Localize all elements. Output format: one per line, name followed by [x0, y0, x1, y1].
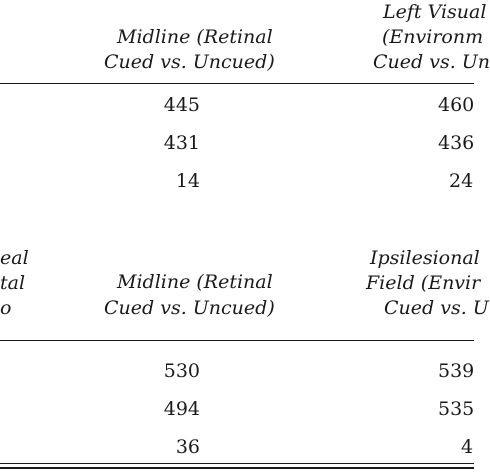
- bottom-right-header-line-2: Field (Envir: [366, 272, 481, 294]
- top-row-1-right: 460: [438, 94, 475, 116]
- bottom-left-header-line-2: tal: [0, 272, 26, 294]
- top-right-header-line-3: Cued vs. Un: [373, 51, 490, 73]
- bottom-midline-header-line-1: Midline (Retinal: [117, 271, 273, 293]
- top-midline-header-line-2: Cued vs. Uncued): [104, 51, 275, 73]
- bottom-right-header-line-3: Cued vs. U: [384, 297, 489, 319]
- bottom-row-1-midline: 530: [163, 360, 200, 382]
- bottom-row-2-midline: 494: [163, 398, 200, 420]
- top-row-1-midline: 445: [163, 94, 200, 116]
- top-midline-header-line-1: Midline (Retinal: [117, 26, 273, 48]
- bottom-right-header-line-1: Ipsilesional: [370, 247, 480, 269]
- bottom-row-3-midline: 36: [175, 436, 200, 458]
- bottom-left-header-line-3: o: [0, 297, 12, 319]
- table-bottom-rule-lower: [0, 467, 474, 469]
- top-row-2-midline: 431: [163, 132, 200, 154]
- top-row-2-right: 436: [438, 132, 475, 154]
- bottom-row-3-right: 4: [461, 436, 474, 458]
- bottom-row-2-right: 535: [438, 398, 475, 420]
- top-row-3-midline: 14: [175, 170, 200, 192]
- top-right-header-line-2: (Environm: [382, 26, 484, 48]
- bottom-midline-header-line-2: Cued vs. Uncued): [104, 297, 275, 319]
- bottom-left-header-line-1: eal: [0, 247, 29, 269]
- bottom-row-1-right: 539: [438, 360, 475, 382]
- top-right-header-line-1: Left Visual: [383, 1, 487, 23]
- bottom-header-rule: [0, 340, 474, 341]
- top-header-rule: [0, 83, 474, 84]
- table-bottom-rule-upper: [0, 463, 474, 464]
- top-row-3-right: 24: [449, 170, 474, 192]
